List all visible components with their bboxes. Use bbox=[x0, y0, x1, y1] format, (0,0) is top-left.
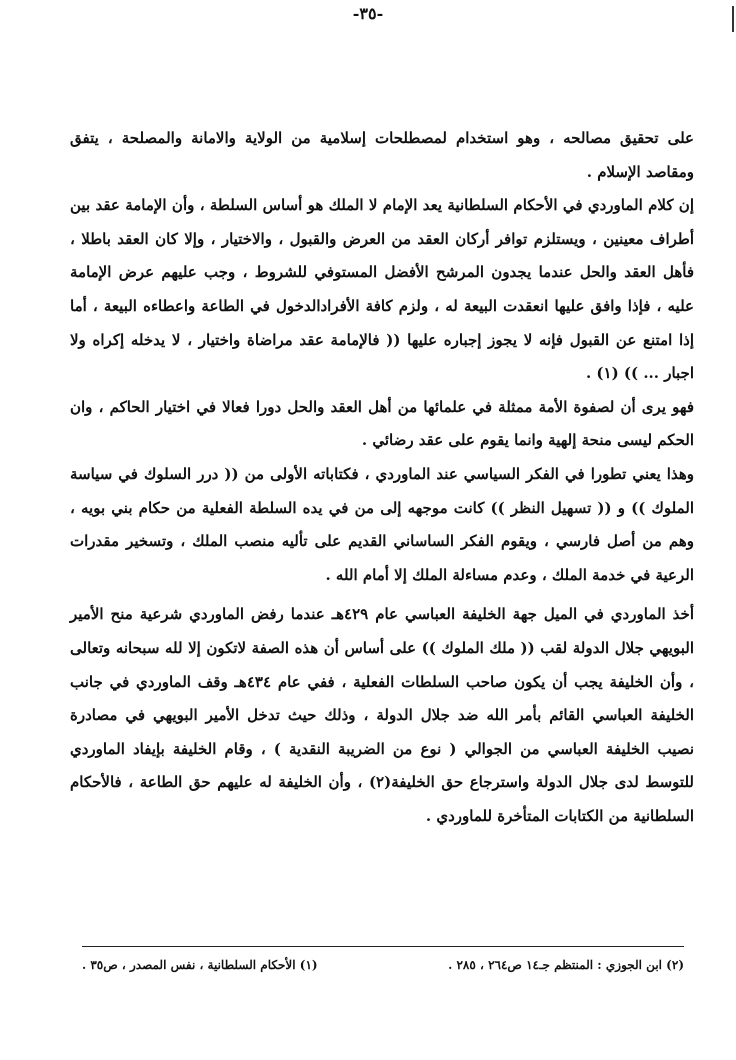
paragraph-1: على تحقيق مصالحه ، وهو استخدام لمصطلحات إسلامية من الولاية والامانة والمصلحة ، يتفق ومقاصد الإسلام . bbox=[70, 129, 694, 181]
paragraph-3: فهو يرى أن لصفوة الأمة ممثلة في علمائها من أهل العقد والحل دورا فعالا في اختيار الحاكم ، وان الحكم ليسى منحة إلهية وانما يقوم على عقد رضائي . bbox=[70, 397, 694, 450]
footnotes bbox=[82, 958, 684, 972]
page-number: -٣٥- bbox=[352, 4, 384, 23]
paragraph-4: وهذا يعني تطورا في الفكر السياسي عند الماوردي ، فكتاباته الأولى من (( درر السلوك في سياسة الملوك )) و (( تسهيل النظر )) كانت موجهه إلى من في يده السلطة الفعلية من حكام بني بويه ، وهم من أصل فارسي ، ويقوم الفكر الساساني القديم على تأليه منصب الملك ، وتسخير مقدرات الرعية في خدمة الملك ، وعدم مساءلة الملك إلا أمام الله . bbox=[70, 464, 694, 584]
body-text bbox=[70, 122, 694, 833]
footnote-1: (١) الأحكام السلطانية ، نفس المصدر ، ص٣٥ . bbox=[82, 958, 318, 972]
paragraph-5: أخذ الماوردي في الميل جهة الخليفة العباسي عام ٤٢٩هـ عندما رفض الماوردي شرعية منح الأمير البويهي جلال الدولة لقب (( ملك الملوك )) على أساس أن هذه الصفة لاتكون إلا لله سبحانه وتعالى ، وأن الخليفة يجب أن يكون صاحب السلطات الفعلية ، ففي عام ٤٣٤هـ وقف الماوردي في جانب الخليفة العباسي القائم بأمر الله ضد جلال الدولة ، وذلك حيث تدخل الأمير البويهي في مصادرة نصيب الخليفة العباسي من الجوالي ( نوع من الضريبة النقدية ) ، وقام الخليفة بإيفاد الماوردي للتوسط لدى جلال الدولة واسترجاع حق الخليفة(٢) ، وأن الخليفة له عليهم حق الطاعة ، فالأحكام السلطانية من الكتابات المتأخرة للماوردي . bbox=[70, 605, 694, 825]
paragraph-2: إن كلام الماوردي في الأحكام السلطانية يعد الإمام لا الملك هو أساس السلطة ، وأن الإمامة عقد بين أطراف معينين ، ويستلزم توافر أركان العقد من العرض والقبول ، والاختيار ، وإلا كان العقد باطلا ، فأهل العقد والحل عندما يجدون المرشح الأفضل المستوفي للشروط ، وجب عليهم عرض الإمامة عليه ، فإذا وافق عليها انعقدت البيعة له ، ولزم كافة الأفرادالدخول في الطاعة واعطاءه البيعة ، أما إذا امتنع عن القبول فإنه لا يجوز إجباره عليها (( فالإمامة عقد مراضاة واختيار ، لا يدخله إكراه ولا اجبار ... )) (١) . bbox=[70, 196, 694, 383]
footnote-divider bbox=[82, 946, 684, 947]
footnote-2: (٢) ابن الجوزي : المنتظم جـ١٤ ص٢٦٤ ، ٢٨٥ . bbox=[448, 958, 684, 972]
